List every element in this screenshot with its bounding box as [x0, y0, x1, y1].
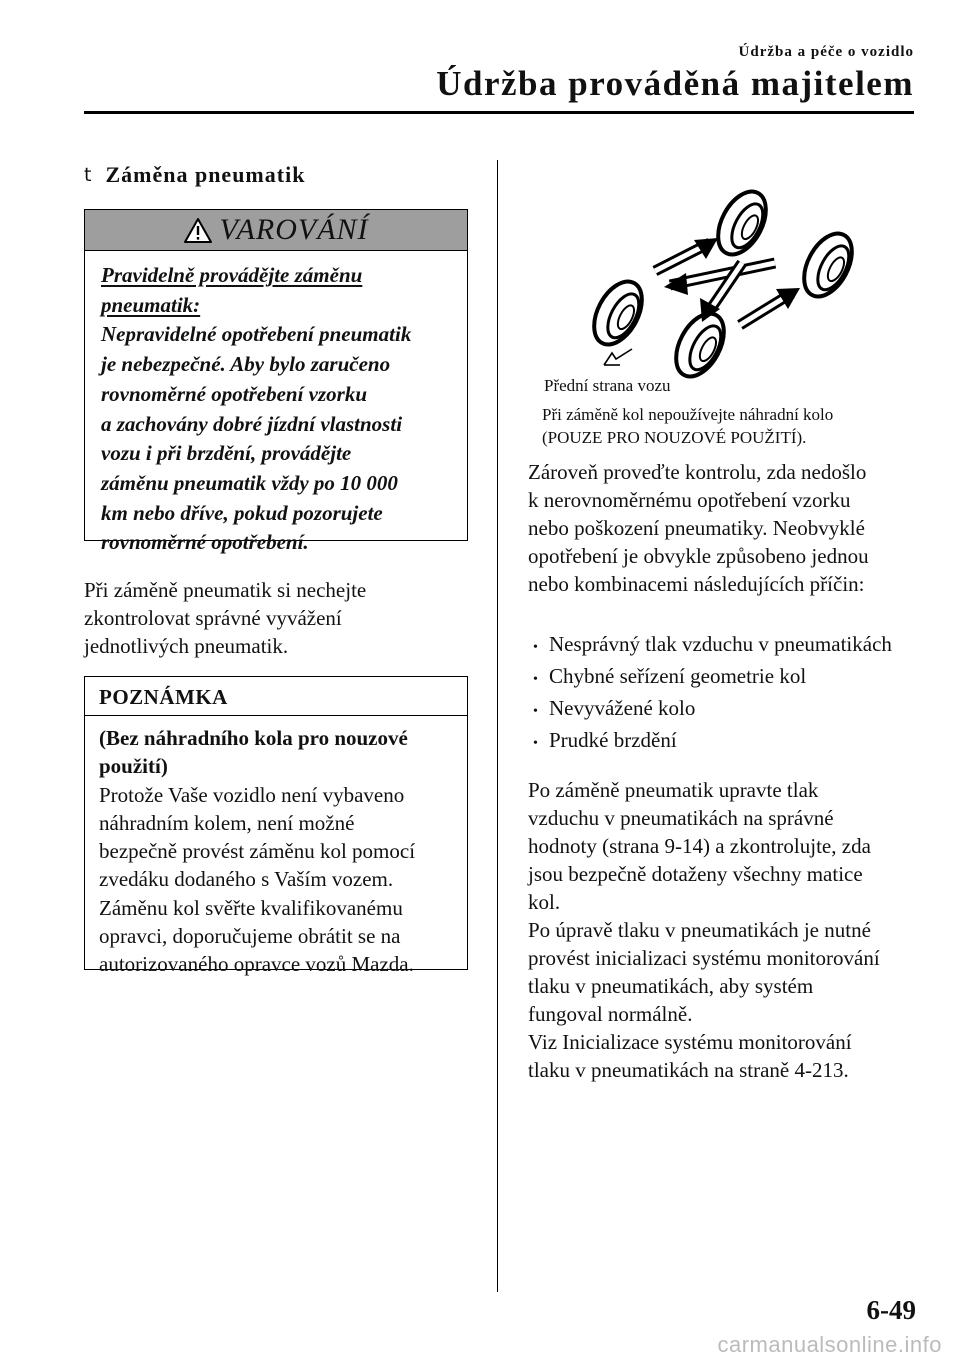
list-item-text: Prudké brzdění — [549, 728, 677, 752]
wear-check-paragraph — [528, 458, 869, 598]
note-line: Protože Vaše vozidlo není vybaveno — [99, 782, 405, 807]
bullet-icon: • — [533, 672, 538, 687]
text-line: Po úpravě tlaku v pneumatikách je nutné — [528, 918, 871, 942]
warning-text — [85, 251, 467, 558]
warning-line: vozu i při brzdění, provádějte — [101, 441, 352, 466]
warning-line: je nebezpečné. Aby bylo zaručeno — [101, 352, 391, 377]
tire-rotation-illustration — [560, 185, 880, 380]
text-line: jednotlivých pneumatik. — [84, 634, 289, 658]
bullet-icon: • — [533, 704, 538, 719]
text-line: fungoval normálně. — [528, 1002, 693, 1026]
tire-front-left-icon — [584, 274, 651, 353]
note-bold-line: (Bez náhradního kola pro nouzové — [99, 726, 408, 750]
text-line: zkontrolovat správné vyvážení — [84, 606, 342, 630]
note-text — [85, 716, 467, 979]
warning-header — [85, 210, 467, 251]
section-marker: t — [84, 164, 92, 186]
text-line: Zároveň proveďte kontrolu, zda nedošlo — [528, 460, 867, 484]
text-line: tlaku v pneumatikách, aby systém — [528, 974, 814, 998]
note-box — [84, 676, 468, 977]
warning-line: rovnoměrné opotřebení vzorku — [101, 381, 368, 406]
warning-line: km nebo dříve, pokud pozorujete — [101, 500, 383, 525]
front-side-label: Přední strana vozu — [544, 376, 671, 395]
balance-paragraph — [84, 576, 366, 660]
tire-front-right-icon — [666, 306, 733, 380]
pressure-paragraph — [528, 776, 880, 1084]
text-line: Při záměně pneumatik si nechejte — [84, 578, 367, 602]
text-line: Po záměně pneumatik upravte tlak — [528, 778, 819, 802]
note-line: zvedáku dodaného s Vaším vozem. — [99, 867, 394, 892]
note-line: náhradním kolem, není možné — [99, 810, 355, 835]
diagram-caption — [542, 403, 833, 449]
text-line: nebo kombinacemi následujících příčin: — [528, 572, 865, 596]
page-number: 6-49 — [866, 1295, 916, 1325]
chapter-title: Údržba a péče o vozidlo — [738, 44, 914, 60]
text-line: tlaku v pneumatikách na straně 4-213. — [528, 1058, 849, 1082]
warning-line: pneumatik: — [101, 292, 201, 317]
header-rule — [84, 111, 914, 114]
note-bold-line: použití) — [99, 754, 168, 779]
watermark: carmanualsonline.info — [717, 1332, 942, 1357]
list-item-text: Nevyvážené kolo — [549, 696, 696, 720]
text-line: Viz Inicializace systému monitorování — [528, 1030, 852, 1054]
caption-line: (POUZE PRO NOUZOVÉ POUŽITÍ). — [542, 428, 807, 447]
section-title: Záměna pneumatik — [105, 162, 306, 187]
note-line: opravci, doporučujeme obrátit se na — [99, 924, 401, 949]
warning-triangle-icon — [183, 217, 213, 244]
section-heading — [84, 162, 305, 188]
note-line: autorizovaného opravce vozů Mazda. — [99, 952, 414, 977]
text-line: hodnoty (strana 9-14) a zkontrolujte, zda — [528, 834, 871, 858]
note-line: Záměnu kol svěřte kvalifikovanému — [99, 895, 403, 920]
text-line: nebo poškození pneumatiky. Neobvyklé — [528, 516, 865, 540]
causes-list — [533, 630, 892, 758]
tire-rotation-diagram — [560, 185, 880, 380]
list-item-text: Nesprávný tlak vzduchu v pneumatikách — [549, 632, 892, 656]
front-pointer-icon — [604, 349, 632, 365]
column-divider — [497, 160, 498, 1292]
list-item — [533, 694, 892, 726]
list-item — [533, 726, 892, 758]
list-item-text: Chybné seřízení geometrie kol — [549, 664, 807, 688]
text-line: opotřebení je obvykle způsobeno jednou — [528, 544, 869, 568]
tire-rear-left-icon — [708, 185, 775, 262]
warning-line: a zachovány dobré jízdní vlastnosti — [101, 411, 403, 436]
text-line: vzduchu v pneumatikách na správné — [528, 806, 834, 830]
list-item — [533, 630, 892, 662]
text-line: provést inicializaci systému monitorování — [528, 946, 880, 970]
rotation-arrow-icon — [740, 288, 800, 325]
text-line: k nerovnoměrnému opotřebení vzorku — [528, 488, 851, 512]
tire-rear-right-icon — [794, 226, 861, 305]
text-line: kol. — [528, 890, 561, 914]
text-line: jsou bezpečně dotaženy všechny matice — [528, 862, 863, 886]
list-item — [533, 662, 892, 694]
warning-line: rovnoměrné opotřebení. — [101, 530, 309, 555]
warning-line: Pravidelně provádějte záměnu — [101, 263, 363, 287]
warning-box — [84, 209, 468, 555]
warning-line: Nepravidelné opotřebení pneumatik — [101, 322, 412, 347]
caption-line: Při záměně kol nepoužívejte náhradní kolo — [542, 405, 834, 424]
section-header: Údržba prováděná majitelem — [436, 64, 914, 103]
warning-line: záměnu pneumatik vždy po 10 000 — [101, 470, 398, 495]
rotation-arrow-icon — [655, 238, 718, 271]
note-title: POZNÁMKA — [85, 677, 467, 716]
bullet-icon: • — [533, 736, 538, 751]
warning-title: VAROVÁNÍ — [219, 213, 369, 246]
bullet-icon: • — [533, 640, 538, 655]
note-line: bezpečně provést záměnu kol pomocí — [99, 839, 416, 864]
